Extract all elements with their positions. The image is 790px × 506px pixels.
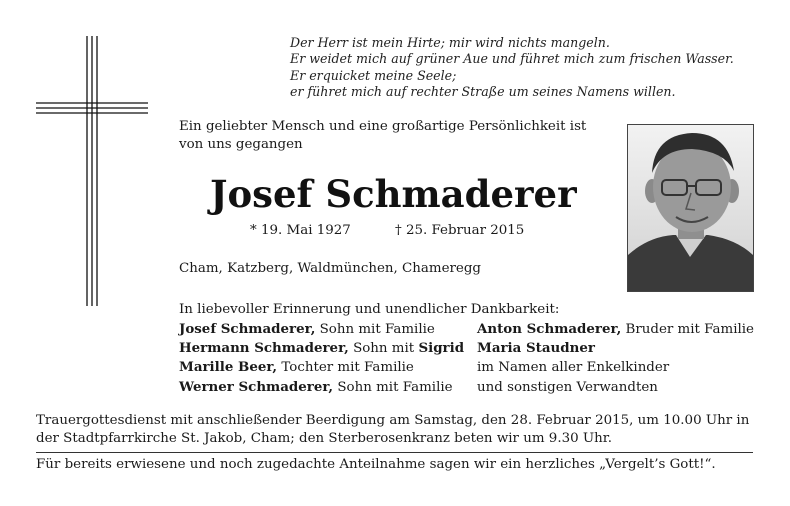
funeral-service-info: [36, 412, 749, 448]
psalm-line: er führet mich auf rechter Straße um seines Namens willen.: [290, 84, 676, 100]
death-date: † 25. Februar 2015: [395, 223, 525, 238]
mourners-right-column: [477, 320, 754, 397]
psalm-line: Er weidet mich auf grüner Aue und führet mich zum frischen Wasser.: [290, 51, 734, 67]
mourner-entry: Hermann Schmaderer, Sohn mit Sigrid: [179, 340, 465, 357]
portrait-illustration: [628, 125, 753, 291]
psalm-line: Der Herr ist mein Hirte; mir wird nichts mangeln.: [290, 35, 610, 50]
psalm-line: Er erquicket meine Seele;: [290, 67, 457, 83]
portrait-photo: [627, 124, 754, 292]
mourner-entry: Werner Schmaderer, Sohn mit Familie: [179, 378, 453, 395]
intro-text: [179, 118, 586, 154]
mourners-left-column: [179, 320, 464, 397]
birth-date: * 19. Mai 1927: [250, 223, 351, 238]
mourner-entry: Maria Staudner: [477, 340, 595, 357]
gratitude-line: In liebevoller Erinnerung und unendlicher Dankbarkeit:: [179, 302, 560, 317]
mourner-entry: Anton Schmaderer, Bruder mit Familie: [477, 321, 754, 337]
divider: [36, 452, 753, 453]
service-line: der Stadtpfarrkirche St. Jakob, Cham; den Sterberosenkranz beten wir um 9.30 Uhr.: [36, 431, 612, 446]
thanks-line: Für bereits erwiesene und noch zugedachte Anteilnahme sagen wir ein herzliches „Vergelt’s Gott!“.: [36, 457, 716, 472]
psalm-verse: [290, 35, 734, 101]
cross-icon: [36, 36, 148, 306]
mourner-entry: im Namen aller Enkelkinder: [477, 360, 670, 376]
intro-line: von uns gegangen: [179, 137, 303, 152]
service-line: Trauergottesdienst mit anschließender Beerdigung am Samstag, den 28. Februar 2015, um 10.00 Uhr in: [36, 413, 750, 428]
mourner-entry: Marille Beer, Tochter mit Familie: [179, 359, 414, 376]
life-dates: [250, 223, 525, 238]
mourner-entry: und sonstigen Verwandten: [477, 379, 658, 395]
mourner-entry: Josef Schmaderer, Sohn mit Familie: [179, 321, 435, 337]
places: Cham, Katzberg, Waldmünchen, Chameregg: [179, 261, 481, 276]
deceased-name: Josef Schmaderer: [210, 172, 577, 216]
intro-line: Ein geliebter Mensch und eine großartige Persönlichkeit ist: [179, 119, 587, 134]
